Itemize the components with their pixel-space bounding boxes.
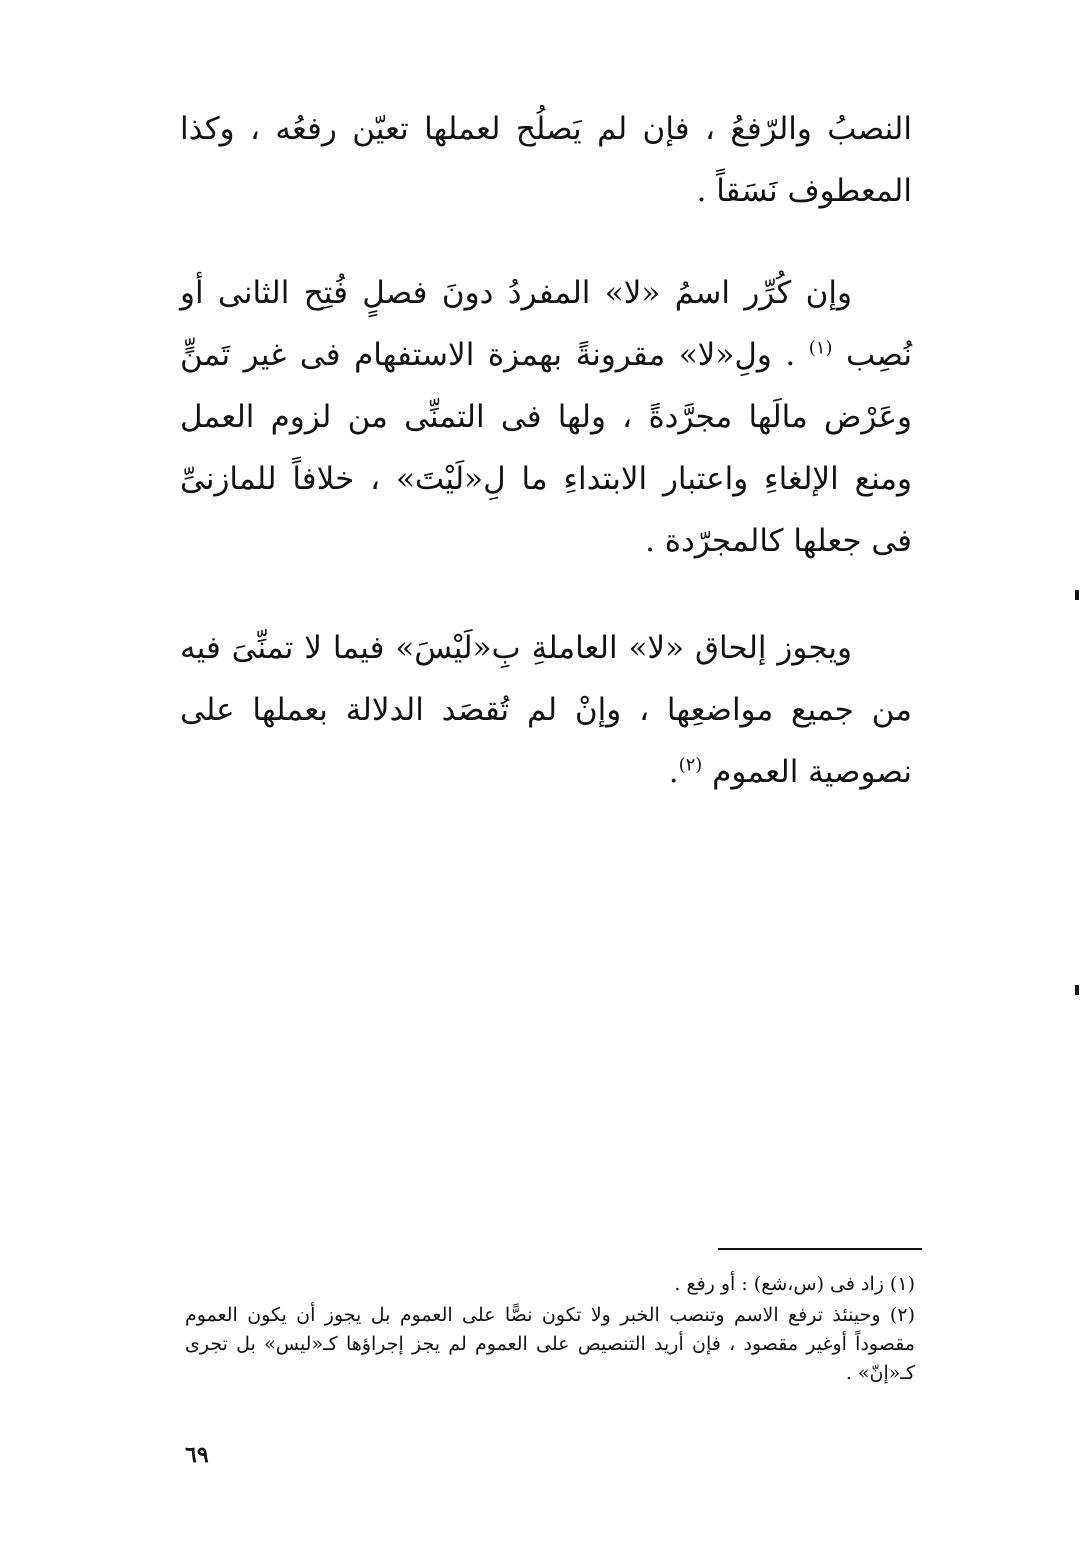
footnote-2: (٢) وحينئذ ترفع الاسم وتنصب الخبر ولا تكون نصًّا على العموم بل يجوز أن يكون العموم مقصوداً أوغير مقصود ، فإن أريد التنصيص على العموم لم يجز إجراؤها كـ«ليس» بل تجرى كـ«إنّ» . — [185, 1304, 915, 1384]
paragraph-1-text — [180, 98, 912, 222]
paragraph-2 — [180, 262, 912, 572]
paragraph-2-text-before: وإن كُرِّر اسمُ «لا» المفردُ دونَ فصلٍ فُتِح الثانى أو نُصِب — [180, 275, 912, 373]
paragraph-3-text-before: ويجوز إلحاق «لا» العاملةِ بِ«لَيْسَ» فيما لا تمنِّىَ فيه من جميع مواضعِها ، وإنْ لم تُقصَد الدلالة بعملها على نصوصية العموم — [180, 630, 912, 790]
paragraph-2-text-after: . ولِ«لا» مقرونةً بهمزة الاستفهام فى غير تَمنٍّ وعَرْض مالَها مجرَّدةً ، ولها فى التمنِّى من لزوم العمل ومنع الإلغاءِ واعتبار الابتداءِ ما لِ«لَيْتَ» ، خلافاً للمازنىِّ فى جعلها كالمجرّدة . — [180, 337, 912, 559]
footnote-separator — [718, 1248, 922, 1250]
page-number: ٦٩ — [185, 1442, 209, 1468]
paragraph-3-text — [180, 617, 912, 803]
paragraph-3 — [180, 617, 912, 803]
paragraph-3-text-after: . — [668, 754, 679, 790]
paragraph-2-text — [180, 262, 912, 572]
scan-edge-mark — [1075, 590, 1079, 600]
paragraph-1 — [180, 98, 912, 222]
footnote-ref-1: (١) — [808, 337, 833, 359]
footnotes — [185, 1270, 915, 1390]
footnote-ref-2: (٢) — [678, 754, 703, 776]
scan-edge-mark — [1075, 985, 1079, 995]
footnote-1: (١) زاد فى (س،شع) : أو رفع . — [674, 1273, 915, 1295]
paragraph-1-text-before: النصبُ والرّفعُ ، فإن لم يَصلُح لعملها تعيّن رفعُه ، وكذا المعطوف نَسَقاً . — [180, 111, 912, 209]
